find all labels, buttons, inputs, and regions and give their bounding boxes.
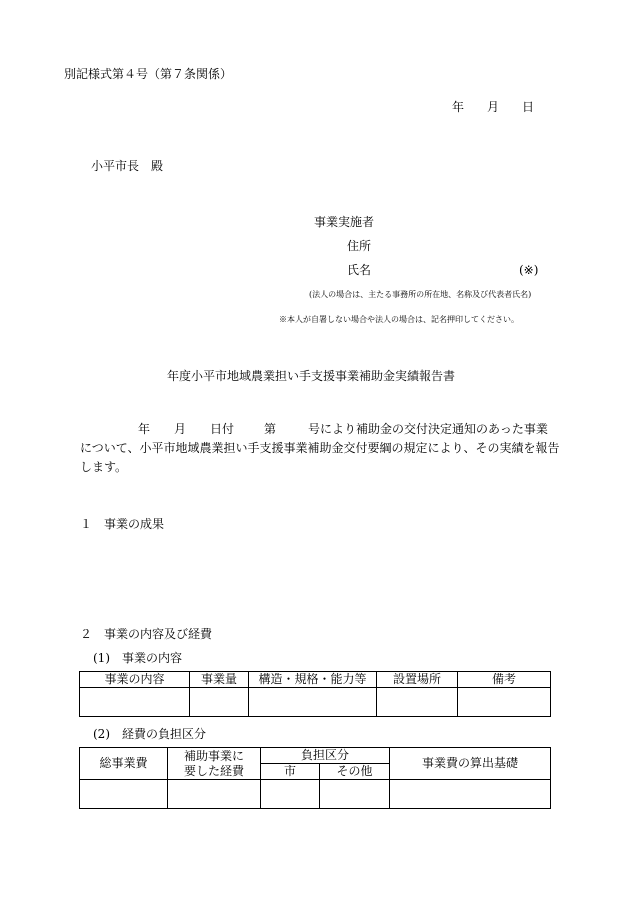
business-content-table <box>79 671 551 717</box>
date-day: 日 <box>522 100 535 114</box>
col-quantity: 事業量 <box>190 672 249 688</box>
expense-burden-table <box>79 747 551 809</box>
body-line3: します。 <box>80 460 128 474</box>
col-spec: 構造・規格・能力等 <box>249 672 377 688</box>
body-day: 日付 <box>210 422 235 436</box>
section-2-heading: ２ 事業の内容及び経費 <box>80 627 213 641</box>
corporate-note: (法人の場合は、主たる事務所の所在地、名称及び代表者氏名) <box>309 290 532 299</box>
form-number: 別記様式第４号（第７条関係） <box>64 67 233 81</box>
table-cell[interactable] <box>458 688 551 717</box>
sub2-label: (2) 経費の負担区分 <box>93 727 206 741</box>
table-header-row <box>80 748 551 764</box>
table-row <box>80 780 551 809</box>
table-cell[interactable] <box>261 780 320 809</box>
table-cell[interactable] <box>168 780 261 809</box>
table-cell[interactable] <box>80 688 190 717</box>
addressee: 小平市長 殿 <box>91 159 164 173</box>
body-dai: 第 <box>264 422 277 436</box>
table-cell[interactable] <box>190 688 249 717</box>
table-header-row <box>80 672 551 688</box>
signature-note: ※本人が自署しない場合や法人の場合は、記名押印してください。 <box>279 315 519 324</box>
col-remarks: 備考 <box>458 672 551 688</box>
subsidy-cost-header <box>168 748 261 780</box>
subsidy-header-line2: 要した経費 <box>183 763 244 778</box>
applicant-heading: 事業実施者 <box>314 215 375 229</box>
col-location: 設置場所 <box>377 672 458 688</box>
other-header: その他 <box>320 764 390 780</box>
subsidy-header-line1: 補助事業に <box>183 749 244 764</box>
body-year: 年 <box>138 422 151 436</box>
section-1-heading: １ 事業の成果 <box>80 517 165 531</box>
date-month: 月 <box>487 100 500 114</box>
burden-header: 負担区分 <box>261 748 390 764</box>
body-line1: 号により補助金の交付決定通知のあった事業 <box>308 422 548 436</box>
basis-header: 事業費の算出基礎 <box>390 748 551 780</box>
table-cell[interactable] <box>377 688 458 717</box>
table-cell[interactable] <box>390 780 551 809</box>
col-content: 事業の内容 <box>80 672 190 688</box>
table-cell[interactable] <box>249 688 377 717</box>
table-cell[interactable] <box>320 780 390 809</box>
address-label: 住所 <box>347 239 372 253</box>
document-title: 年度小平市地域農業担い手支援事業補助金実績報告書 <box>167 369 456 383</box>
total-cost-header: 総事業費 <box>80 748 168 780</box>
body-month: 月 <box>174 422 187 436</box>
body-paragraph <box>80 420 560 477</box>
table-row <box>80 688 551 717</box>
name-label: 氏名 <box>347 263 372 277</box>
table-cell[interactable] <box>80 780 168 809</box>
sub1-label: (1) 事業の内容 <box>93 651 182 665</box>
body-line2: について、小平市地域農業担い手支援事業補助金交付要綱の規定により、その実績を報告 <box>80 441 560 455</box>
seal-mark: (※) <box>519 263 539 277</box>
date-year: 年 <box>452 100 465 114</box>
city-header: 市 <box>261 764 320 780</box>
